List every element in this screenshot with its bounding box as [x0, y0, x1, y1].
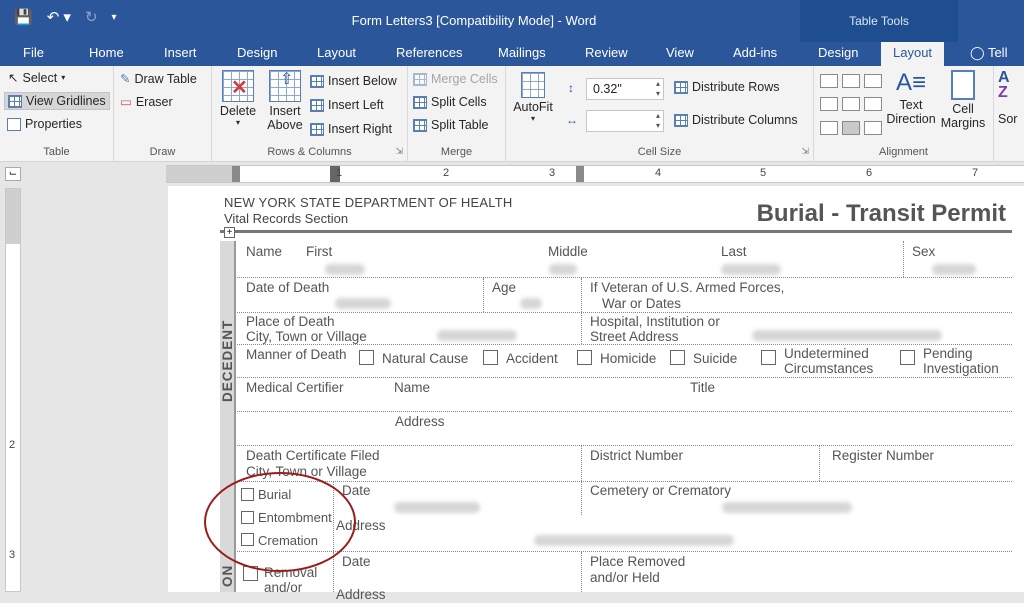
column-width-icon: ↔ [566, 113, 578, 127]
dialog-launcher-icon[interactable]: ⇲ [395, 146, 403, 156]
align-bottom-center-icon[interactable] [842, 121, 860, 135]
register-cell[interactable] [819, 446, 1012, 481]
insert-above-label-2: Above [267, 118, 303, 132]
place-removed-label-2: and/or Held [590, 570, 660, 585]
insert-left-icon [310, 99, 324, 112]
insert-right-button[interactable] [310, 122, 392, 136]
merge-cells-icon [413, 73, 427, 86]
ribbon-tab-bar [0, 42, 1024, 66]
insert-above-label-1: Insert [269, 104, 301, 118]
certifier-title-label: Title [690, 380, 716, 395]
sort-label: Sor [998, 112, 1018, 126]
redacted-value [520, 298, 542, 309]
date-of-death-label: Date of Death [246, 280, 330, 295]
age-cell[interactable] [483, 278, 581, 312]
insert-right-label: Insert Right [328, 122, 392, 136]
suicide-label: Suicide [693, 351, 738, 366]
section-heading: Vital Records Section [224, 211, 349, 226]
insert-below-icon [310, 75, 324, 88]
align-bottom-left-icon[interactable] [820, 121, 838, 135]
ruler-number: 6 [866, 167, 873, 179]
sex-label: Sex [912, 244, 936, 259]
tab-review[interactable]: Review [585, 45, 628, 60]
redacted-value [437, 330, 517, 341]
insert-left-label: Insert Left [328, 98, 384, 112]
table-row-manner [237, 345, 1012, 378]
certifier-name-label: Name [394, 380, 431, 395]
removal-label-2: and/or [264, 580, 303, 595]
delete-table-icon: ✕ [222, 70, 254, 102]
table-row-place [237, 313, 1012, 345]
eraser-button[interactable] [120, 94, 173, 109]
split-cells-button[interactable] [413, 95, 487, 109]
eraser-label: Eraser [135, 94, 173, 109]
align-top-left-icon[interactable] [820, 74, 838, 88]
sort-button[interactable] [998, 70, 1024, 126]
group-label-cell-size: Cell Size [637, 146, 682, 158]
table-row-certificate [237, 446, 1012, 482]
window-title: Form Letters3 [Compatibility Mode] - Word [351, 13, 597, 28]
pencil-icon: ✎ [120, 72, 131, 86]
merge-cells-label: Merge Cells [431, 72, 498, 86]
redacted-value [932, 264, 976, 275]
vruler-number: 2 [9, 439, 16, 451]
text-direction-label-1: Text [899, 98, 923, 112]
distribute-rows-icon [674, 81, 688, 94]
tab-selector-icon[interactable]: ⌙ [5, 167, 21, 181]
redacted-value [394, 502, 480, 513]
properties-icon [7, 118, 21, 131]
insert-above-icon: ⇧ [269, 70, 301, 102]
redacted-value [722, 502, 852, 513]
split-table-button[interactable] [413, 118, 488, 132]
last-label: Last [721, 244, 747, 259]
vertical-ruler[interactable] [5, 188, 21, 592]
align-top-center-icon[interactable] [842, 74, 860, 88]
horizontal-ruler[interactable] [166, 165, 1024, 183]
hospital-label-2: Street Address [590, 329, 679, 344]
sort-az-icon: A Z [998, 69, 1010, 101]
row-height-icon: ↕ [568, 81, 574, 95]
pending-checkbox[interactable] [900, 350, 915, 365]
tab-table-design[interactable]: Design [818, 45, 859, 60]
insert-below-label: Insert Below [328, 74, 397, 88]
redacted-value [549, 264, 577, 275]
undetermined-label-1: Undetermined [784, 346, 869, 361]
group-rows-columns [212, 66, 408, 162]
death-certificate-label-2: City, Town or Village [246, 464, 367, 479]
eraser-icon: ▭ [120, 95, 132, 109]
redacted-value [534, 535, 734, 546]
align-center-left-icon[interactable] [820, 97, 838, 111]
district-number-label: District Number [590, 448, 684, 463]
chevron-down-icon: ▾ [235, 118, 240, 127]
hospital-label-1: Hospital, Institution or [590, 314, 720, 329]
form-title: Burial - Transit Permit [756, 200, 1006, 227]
text-direction-label-2: Direction [886, 112, 936, 126]
removal-date-cell[interactable] [333, 552, 581, 602]
section-label-on: ON [220, 564, 235, 588]
text-direction-button[interactable] [886, 68, 936, 126]
group-alignment [814, 66, 994, 162]
insert-above-button[interactable] [264, 70, 306, 132]
column-marker[interactable] [232, 166, 240, 182]
hospital-cell[interactable] [581, 313, 1012, 344]
middle-label: Middle [548, 244, 588, 259]
column-marker[interactable] [576, 166, 584, 182]
column-width-input[interactable] [586, 110, 664, 132]
accident-checkbox[interactable] [483, 350, 498, 365]
merge-cells-button[interactable] [413, 72, 498, 86]
insert-left-button[interactable] [310, 98, 384, 112]
autofit-label: AutoFit [513, 100, 553, 114]
removal-label-1: Removal [264, 565, 318, 580]
table-row-certifier [237, 378, 1012, 412]
save-icon[interactable]: 💾 [14, 9, 33, 26]
veteran-label-2: War or Dates [602, 296, 682, 311]
select-label: Select [22, 70, 58, 85]
accident-label: Accident [506, 351, 558, 366]
cell-margins-button[interactable] [938, 70, 988, 130]
manner-of-death-label: Manner of Death [246, 347, 347, 362]
tab-layout[interactable]: Layout [317, 45, 357, 60]
gridlines-icon [8, 95, 22, 108]
table-row-removal [237, 552, 1012, 602]
undetermined-checkbox[interactable] [761, 350, 776, 365]
distribute-columns-label: Distribute Columns [692, 113, 798, 127]
ruler-number: 2 [443, 167, 450, 179]
autofit-button[interactable] [510, 72, 556, 123]
register-number-label: Register Number [832, 448, 935, 463]
properties-label: Properties [25, 117, 82, 131]
distribute-columns-icon [674, 114, 688, 127]
medical-certifier-label: Medical Certifier [246, 380, 344, 395]
ribbon [0, 66, 1024, 162]
align-bottom-right-icon[interactable] [864, 121, 882, 135]
cemetery-label: Cemetery or Crematory [590, 483, 732, 498]
place-of-death-label-1: Place of Death [246, 314, 335, 329]
split-cells-label: Split Cells [431, 95, 487, 109]
tab-references[interactable]: References [396, 45, 463, 60]
cemetery-cell[interactable] [581, 482, 1012, 515]
tab-view[interactable]: View [666, 45, 694, 60]
redacted-value [335, 298, 391, 309]
pending-label-2: Investigation [923, 361, 999, 376]
ruler-number: 4 [655, 167, 662, 179]
redacted-value [721, 264, 781, 275]
cell-margins-label-1: Cell [952, 102, 974, 116]
department-heading: NEW YORK STATE DEPARTMENT OF HEALTH [224, 195, 513, 210]
properties-button[interactable] [7, 117, 82, 131]
group-label-alignment: Alignment [879, 146, 928, 158]
tab-add-ins[interactable]: Add-ins [733, 45, 778, 60]
annotation-circle [204, 472, 356, 572]
table-row-certifier-address [237, 412, 1012, 446]
insert-right-icon [310, 123, 324, 136]
tab-mailings[interactable]: Mailings [498, 45, 546, 60]
group-cell-size [506, 66, 814, 162]
distribute-rows-label: Distribute Rows [692, 80, 780, 94]
ruler-margin-left [166, 166, 236, 182]
table-row-death-date [237, 278, 1012, 313]
group-draw [114, 66, 212, 162]
place-removed-cell[interactable] [581, 552, 1012, 592]
removal-address-label: Address [336, 587, 386, 602]
disposition-address-label: Address [336, 518, 386, 533]
district-cell[interactable] [581, 446, 819, 481]
cremation-label: Cremation [258, 533, 318, 548]
group-table [0, 66, 114, 162]
certifier-address-label: Address [395, 414, 445, 429]
group-label-rows-columns: Rows & Columns [267, 146, 352, 158]
ruler-number: 5 [760, 167, 767, 179]
autofit-icon [521, 72, 545, 98]
ruler-number: 1 [336, 167, 343, 179]
title-bar [0, 0, 1024, 42]
section-label-decedent: DECEDENT [220, 319, 235, 403]
ruler-number: 3 [549, 167, 556, 179]
split-cells-icon [413, 96, 427, 109]
table-row-name [237, 241, 1012, 278]
natural-cause-checkbox[interactable] [359, 350, 374, 365]
veteran-label-1: If Veteran of U.S. Armed Forces, [590, 280, 785, 295]
tab-insert[interactable]: Insert [164, 45, 197, 60]
tab-design[interactable]: Design [237, 45, 278, 60]
redacted-value [752, 330, 942, 341]
place-of-death-label-2: City, Town or Village [246, 329, 367, 344]
burial-label: Burial [258, 487, 292, 502]
undetermined-label-2: Circumstances [784, 361, 874, 376]
lightbulb-icon: ◯ [970, 45, 985, 60]
tab-home[interactable]: Home [89, 45, 124, 60]
sex-cell[interactable] [903, 241, 1011, 277]
undo-icon[interactable]: ↶ ▾ [46, 9, 71, 26]
view-gridlines-button[interactable] [4, 92, 110, 110]
draw-table-button[interactable] [120, 71, 197, 86]
name-label: Name [246, 244, 283, 259]
age-label: Age [492, 280, 517, 295]
split-table-icon [413, 119, 427, 132]
redacted-value [325, 264, 365, 275]
vruler-margin-top [6, 189, 20, 244]
removal-date-label: Date [342, 554, 371, 569]
group-label-draw: Draw [149, 146, 176, 158]
cell-margins-label-2: Margins [940, 116, 986, 130]
align-center-right-icon[interactable] [864, 97, 882, 111]
distribute-columns-button[interactable] [674, 113, 798, 127]
delete-label: Delete [219, 104, 257, 118]
homicide-label: Homicide [600, 351, 657, 366]
table-tools-context: Table Tools [800, 0, 958, 42]
death-certificate-label-1: Death Certificate Filed [246, 448, 380, 463]
homicide-checkbox[interactable] [577, 350, 592, 365]
vruler-number: 3 [9, 549, 16, 561]
group-label-table: Table [43, 146, 70, 158]
row-height-input[interactable]: 0.32" ▴ ▾ [586, 78, 664, 100]
cell-margins-icon [951, 70, 975, 100]
align-top-right-icon[interactable] [864, 74, 882, 88]
insert-below-button[interactable] [310, 74, 397, 88]
pending-label-1: Pending [923, 346, 973, 361]
view-gridlines-label: View Gridlines [26, 94, 106, 108]
distribute-rows-button[interactable] [674, 80, 780, 94]
redo-icon[interactable]: ↻ [84, 9, 98, 26]
disposition-date-cell[interactable] [333, 482, 581, 551]
text-direction-icon: A≡ [895, 69, 926, 96]
tell-me-label: Tell [987, 45, 1008, 60]
chevron-down-icon: ▾ [61, 73, 66, 82]
customize-qat-icon[interactable]: ▾ [111, 11, 117, 23]
select-button[interactable] [8, 70, 65, 85]
group-merge [408, 66, 506, 162]
header-rule [220, 230, 1012, 233]
cursor-icon: ↖ [8, 71, 19, 85]
ruler-number: 7 [972, 167, 979, 179]
table-move-handle-icon[interactable]: + [224, 227, 235, 238]
entombment-label: Entombment [258, 510, 332, 525]
delete-button[interactable] [216, 70, 260, 127]
suicide-checkbox[interactable] [670, 350, 685, 365]
natural-cause-label: Natural Cause [382, 351, 469, 366]
align-center-icon[interactable] [842, 97, 860, 111]
tab-table-layout[interactable]: Layout [881, 42, 944, 66]
chevron-down-icon: ▾ [530, 114, 535, 123]
split-table-label: Split Table [431, 118, 489, 132]
tab-file[interactable]: File [23, 45, 44, 60]
draw-table-label: Draw Table [134, 71, 197, 86]
dialog-launcher-icon[interactable]: ⇲ [801, 146, 809, 156]
group-label-merge: Merge [440, 146, 473, 158]
disposition-date-label: Date [342, 483, 371, 498]
place-removed-label-1: Place Removed [590, 554, 686, 569]
first-label: First [306, 244, 333, 259]
ruler-row [0, 162, 1024, 186]
veteran-cell[interactable] [581, 278, 1012, 312]
